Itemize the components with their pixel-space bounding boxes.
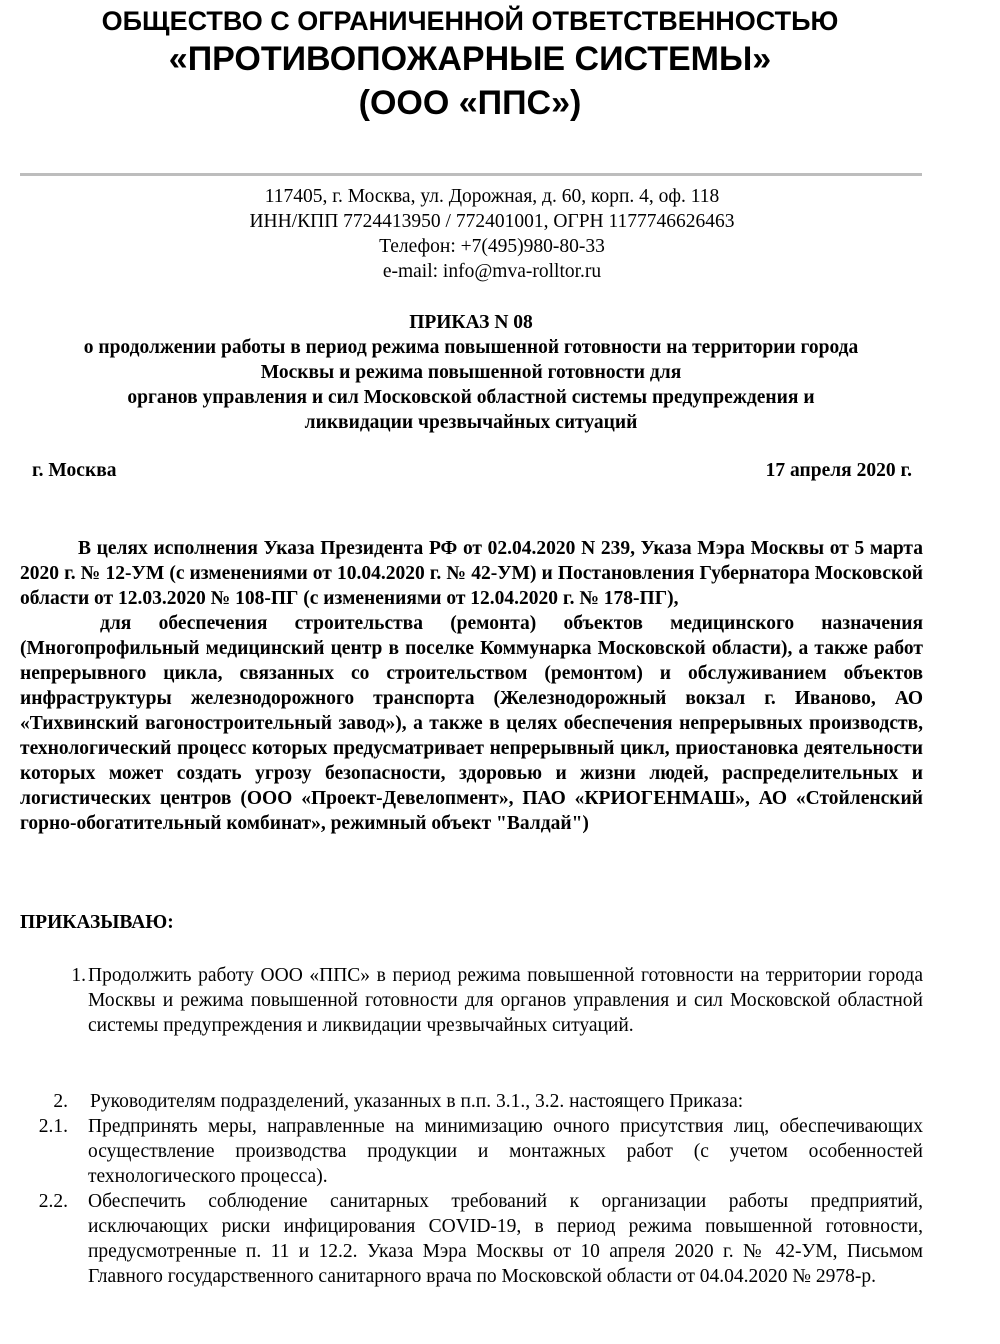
order-place: г. Москва <box>32 460 117 481</box>
company-short-name: (ООО «ППС») <box>358 84 582 122</box>
order-subject-line: Москвы и режима повышенной готовности для <box>260 362 682 383</box>
phone-line: Телефон: +7(495)980-80-33 <box>379 236 605 257</box>
address-line: 117405, г. Москва, ул. Дорожная, д. 60, корп. 4, оф. 118 <box>264 186 720 207</box>
order-preamble <box>20 536 923 836</box>
order-subject-line: органов управления и сил Московской областной системы предупреждения и <box>127 387 815 408</box>
order-subitem <box>20 1114 923 1189</box>
company-name-title: «ПРОТИВОПОЖАРНЫЕ СИСТЕМЫ» <box>168 40 772 78</box>
order-directive-word: ПРИКАЗЫВАЮ: <box>20 912 174 933</box>
order-item-text: Предпринять меры, направленные на минимизацию очного присутствия лиц, обеспечивающих осуществление производства продукции и монтажных работ (с учетом особенностей технологического процесса). <box>88 1116 923 1187</box>
contact-block <box>0 184 984 284</box>
order-subitem <box>20 1189 923 1289</box>
order-item-number: 1. <box>71 965 86 986</box>
order-item-text: Обеспечить соблюдение санитарных требований к организации работы предприятий, исключающих риски инфицирования COVID-19, в период режима повышенной готовности, предусмотренные п. 11 и 12.2. Указа Мэра Москвы от 10 апреля 2020 г. № 42-УМ, Письмом Главного государственного санитарного врача по Московской области от 04.04.2020 № 2978-р. <box>88 1191 923 1287</box>
order-item-text: Руководителям подразделений, указанных в п.п. 3.1., 3.2. настоящего Приказа: <box>90 1091 744 1112</box>
order-subject-line: о продолжении работы в период режима повышенной готовности на территории города <box>83 337 859 358</box>
email-line: e-mail: info@mva-rolltor.ru <box>382 261 602 282</box>
company-name-line: ОБЩЕСТВО С ОГРАНИЧЕННОЙ ОТВЕТСТВЕННОСТЬЮ <box>101 6 839 36</box>
order-item <box>20 1089 923 1114</box>
inn-line: ИНН/КПП 7724413950 / 772401001, ОГРН 1177746626463 <box>249 211 735 232</box>
order-item-number: 2. <box>53 1091 68 1112</box>
preamble-paragraph: для обеспечения строительства (ремонта) объектов медицинского назначения (Многопрофильный медицинский центр в поселке Коммунарка Московской области), а также работ непрерывного цикла, связанных со строительством (ремонтом) и обслуживанием объектов инфраструктуры железнодорожного транспорта (Железнодорожный вокзал г. Иваново, АО «Тихвинский вагоностроительный завод»), а также в целях обеспечения непрерывных производств, технологический процесс которых предусматривает непрерывный цикл, приостановка деятельности которых может создать угрозу безопасности, здоровью и жизни людей, распределительных и логистических центров (ООО «Проект-Девелопмент», ПАО «КРИОГЕНМАШ», АО «Стойленский горно-обогатительный комбинат», режимный объект "Валдай") <box>20 613 923 834</box>
order-number: ПРИКАЗ N 08 <box>409 312 533 333</box>
header-divider <box>20 173 922 176</box>
order-title-block <box>20 310 922 435</box>
order-date: 17 апреля 2020 г. <box>765 460 912 481</box>
order-item <box>20 963 923 1038</box>
order-subject-line: ликвидации чрезвычайных ситуаций <box>304 412 638 433</box>
order-item-number: 2.1. <box>38 1116 68 1137</box>
order-item-number: 2.2. <box>38 1191 68 1212</box>
order-item-text: Продолжить работу ООО «ППС» в период режима повышенной готовности на территории города Москвы и режима повышенной готовности для органов управления и сил Московской областной системы предупреждения и ликвидации чрезвычайных ситуаций. <box>88 965 923 1036</box>
preamble-paragraph: В целях исполнения Указа Президента РФ от 02.04.2020 N 239, Указа Мэра Москвы от 5 марта 2020 г. № 12-УМ (с изменениями от 10.04.2020 г. № 42-УМ) и Постановления Губернатора Московской области от 12.03.2020 № 108-ПГ (с изменениями от 12.04.2020 г. № 178-ПГ), <box>20 538 923 609</box>
